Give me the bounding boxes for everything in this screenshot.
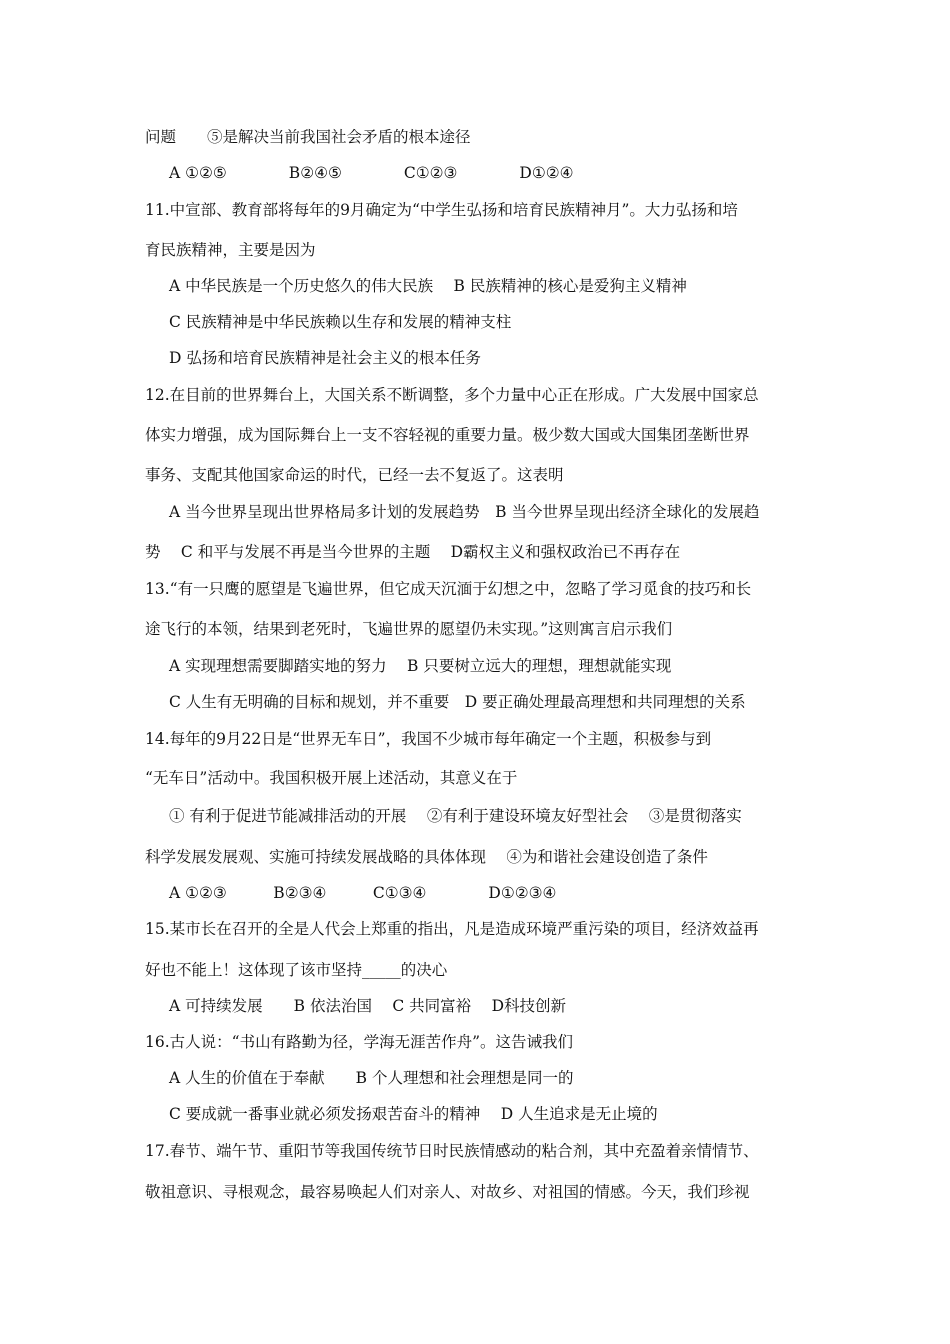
answer-options: A 当今世界呈现出世界格局多计划的发展趋势 B 当今世界呈现出经济全球化的发展趋	[169, 503, 760, 521]
text-line: 敬祖意识、寻根观念，最容易唤起人们对亲人、对故乡、对祖国的情感。今天，我们珍视	[145, 1183, 750, 1201]
question-15: 15.某市长在召开的全是人代会上郑重的指出，凡是造成环境严重污染的项目，经济效益再	[145, 920, 759, 938]
answer-options: A 实现理想需要脚踏实地的努力 B 只要树立远大的理想，理想就能实现	[169, 657, 672, 675]
answer-options: C 要成就一番事业就必须发扬艰苦奋斗的精神 D 人生追求是无止境的	[169, 1105, 658, 1123]
question-13: 13.“有一只鹰的愿望是飞遍世界，但它成天沉湎于幻想之中，忽略了学习觅食的技巧和长	[145, 580, 752, 598]
question-17: 17.春节、端午节、重阳节等我国传统节日时民族情感动的粘合剂，其中充盈着亲情情节、	[145, 1142, 759, 1160]
answer-options: 势 C 和平与发展不再是当今世界的主题 D霸权主义和强权政治已不再存在	[145, 543, 681, 561]
question-16: 16.古人说：“书山有路勤为径，学海无涯苦作舟”。这告诫我们	[145, 1033, 574, 1051]
question-12: 12.在目前的世界舞台上，大国关系不断调整，多个力量中心正在形成。广大发展中国家总	[145, 386, 759, 404]
answer-option: C 民族精神是中华民族赖以生存和发展的精神支柱	[169, 313, 512, 331]
text-line: 途飞行的本领，结果到老死时，飞遍世界的愿望仍未实现。”这则寓言启示我们	[145, 620, 673, 638]
answer-options: C 人生有无明确的目标和规划，并不重要 D 要正确处理最高理想和共同理想的关系	[169, 693, 746, 711]
answer-options: A 中华民族是一个历史悠久的伟大民族 B 民族精神的核心是爱狗主义精神	[169, 277, 687, 295]
question-11: 11.中宣部、教育部将每年的9月确定为“中学生弘扬和培育民族精神月”。大力弘扬和培	[145, 201, 738, 219]
statement-options: ① 有利于促进节能减排活动的开展 ②有利于建设环境友好型社会 ③是贯彻落实	[169, 807, 742, 825]
question-14: 14.每年的9月22日是“世界无车日”，我国不少城市每年确定一个主题，积极参与到	[145, 730, 712, 748]
text-line: 问题 ⑤是解决当前我国社会矛盾的根本途径	[145, 128, 471, 146]
answer-options: A ①②③ B②③④ C①③④ D①②③④	[169, 884, 557, 902]
answer-option: D 弘扬和培育民族精神是社会主义的根本任务	[169, 349, 481, 367]
text-line: 育民族精神，主要是因为	[145, 241, 316, 259]
text-line: 事务、支配其他国家命运的时代，已经一去不复返了。这表明	[145, 466, 564, 484]
text-line: 体实力增强，成为国际舞台上一支不容轻视的重要力量。极少数大国或大国集团垄断世界	[145, 426, 750, 444]
answer-options: A 可持续发展 B 依法治国 C 共同富裕 D科技创新	[169, 997, 567, 1015]
text-line: “无车日”活动中。我国积极开展上述活动，其意义在于	[145, 769, 518, 787]
text-line: 好也不能上！这体现了该市坚持_____的决心	[145, 961, 448, 979]
answer-options: A 人生的价值在于奉献 B 个人理想和社会理想是同一的	[169, 1069, 574, 1087]
answer-options: A ①②⑤ B②④⑤ C①②③ D①②④	[169, 164, 574, 182]
text-line: 科学发展发展观、实施可持续发展战略的具体体现 ④为和谐社会建设创造了条件	[145, 848, 708, 866]
